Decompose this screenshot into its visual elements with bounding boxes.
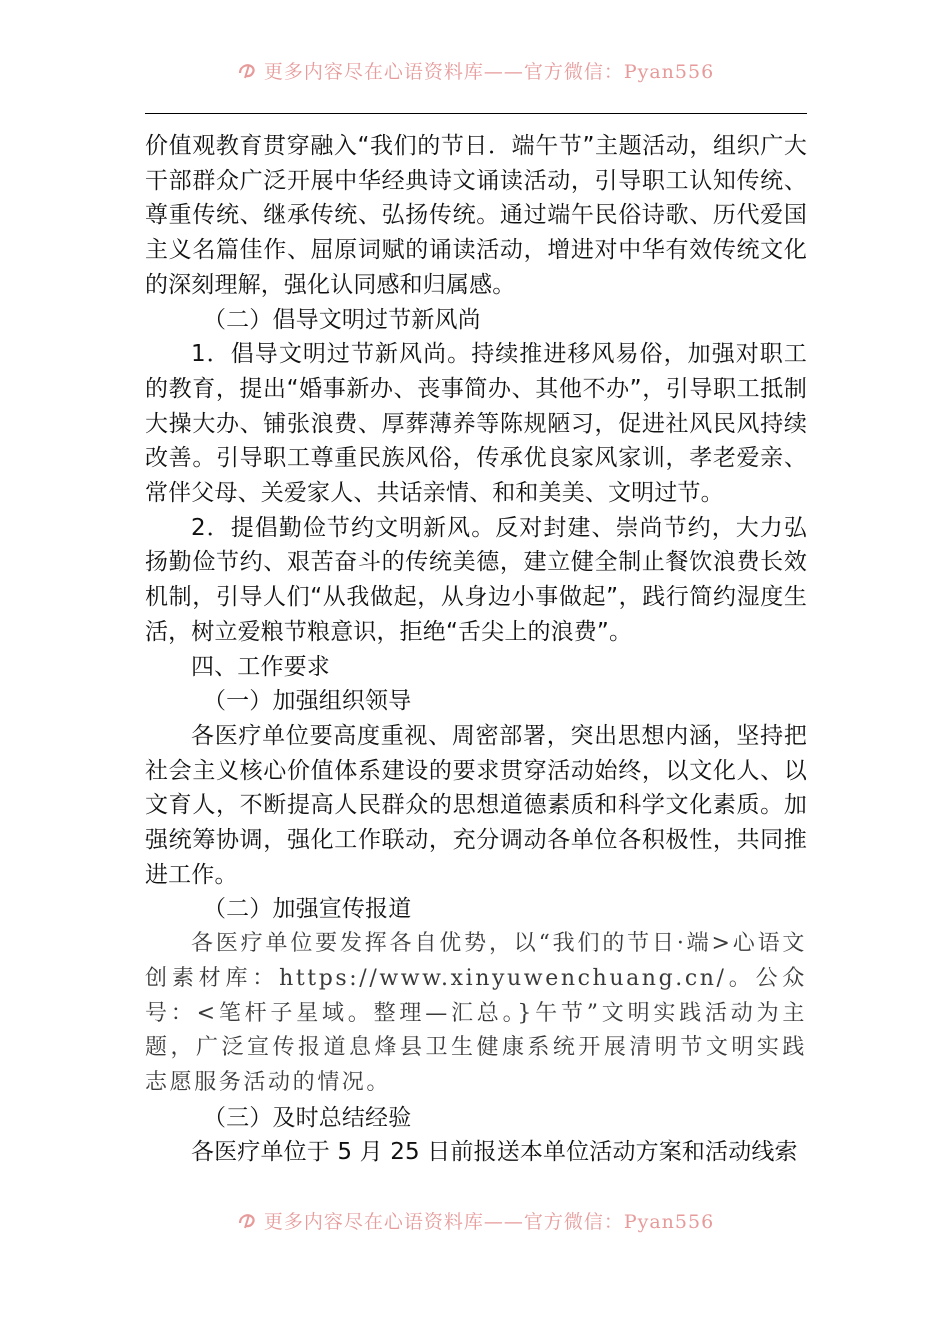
subheading-publicity: （二）加强宣传报道: [203, 896, 412, 923]
paragraph-publicity: 各医疗单位要发挥各自优势，以“我们的节日·端>心语文创素材库：https://www.xinyuwenchuang.cn/。公众号：<笔杆子星域。整理—汇总。}午节”文明实践活动为主题，广泛宣传报道息烽县卫生健康系统开展清明节文明实践志愿服务活动的情况。: [145, 931, 807, 1095]
header-watermark: [0, 50, 950, 90]
section-heading-civilized-festival: （二）倡导文明过节新风尚: [203, 306, 481, 333]
subheading-leadership: （一）加强组织领导: [203, 688, 412, 715]
watermark-text: 更多内容尽在心语资料库——官方微信：Pyan556: [263, 60, 715, 83]
paragraph-summary: 各医疗单位于 5 月 25 日前报送本单位活动方案和活动线索: [191, 1139, 798, 1166]
footer-watermark: [0, 1200, 950, 1240]
paragraph-item-2: 2．提倡勤俭节约文明新风。反对封建、崇尚节约，大力弘扬勤俭节约、艰苦奋斗的传统美德，建立健全制止餐饮浪费长效机制，引导人们“从我做起，从身边小事做起”，践行简约湿度生活，树立爱粮节粮意识，拒绝“舌尖上的浪费”。: [145, 514, 807, 645]
paragraph-values-education: 价值观教育贯穿融入“我们的节日．端午节”主题活动，组织广大干部群众广泛开展中华经典诗文诵读活动，引导职工认知传统、尊重传统、继承传统、弘扬传统。通过端午民俗诗歌、历代爱国主义名篇佳作、屈原词赋的诵读活动，增进对中华有效传统文化的深刻理解，强化认同感和归属感。: [145, 133, 807, 298]
paragraph-leadership: 各医疗单位要高度重视、周密部署，突出思想内涵，坚持把社会主义核心价值体系建设的要求贯穿活动始终，以文化人、以文育人，不断提高人民群众的思想道德素质和科学文化素质。加强统筹协调，强化工作联动，充分调动各单位各积极性，共同推进工作。: [145, 722, 807, 888]
paragraph-item-1: 1．倡导文明过节新风尚。持续推进移风易俗，加强对职工的教育，提出“婚事新办、丧事简办、其他不办”，引导职工抵制大操大办、铺张浪费、厚葬薄养等陈规陋习，促进社风民风持续改善。引导职工尊重民族风俗，传承优良家风家训，孝老爱亲、常伴父母、关爱家人、共话亲情、和和美美、文明过节。: [145, 341, 807, 507]
section-heading-work-requirements: 四、工作要求: [191, 653, 330, 680]
watermark-text: 更多内容尽在心语资料库——官方微信：Pyan556: [263, 1210, 715, 1233]
header-divider: [145, 113, 807, 114]
document-body: [145, 129, 807, 1170]
watermark-logo-icon: [236, 1209, 258, 1231]
watermark-logo-icon: [236, 59, 258, 81]
subheading-summary: （三）及时总结经验: [203, 1104, 412, 1131]
